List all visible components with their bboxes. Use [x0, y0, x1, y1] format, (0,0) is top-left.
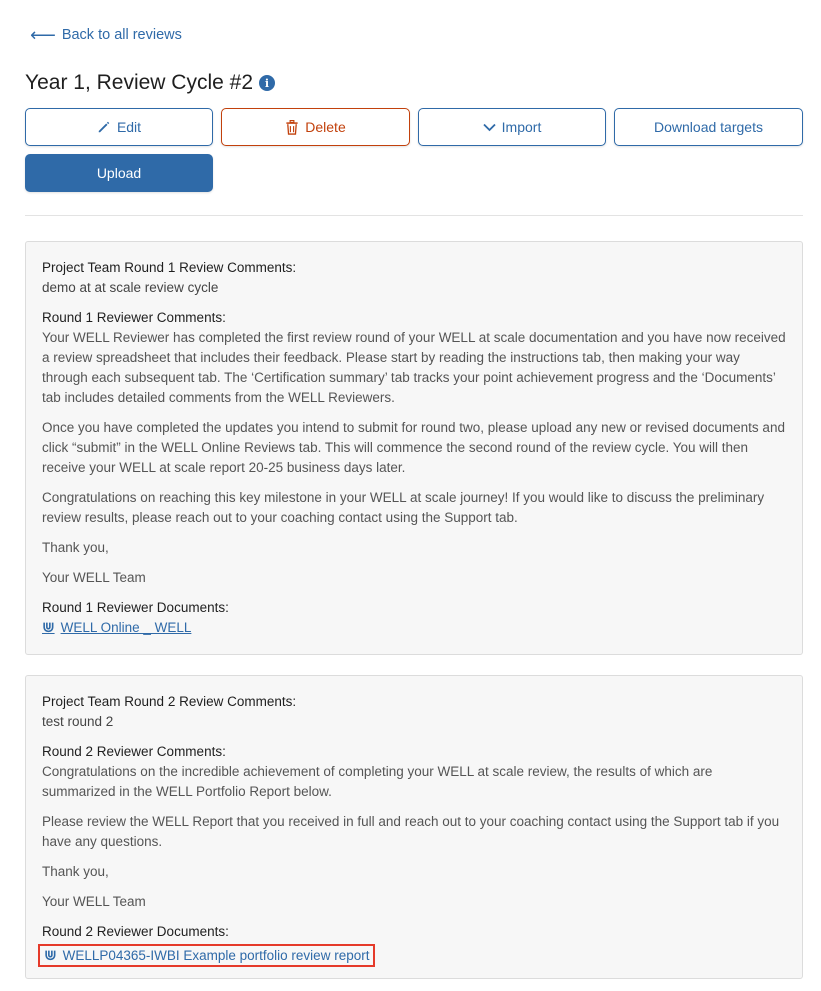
round-1-document-name: WELL Online _ WELL — [60, 620, 192, 635]
round-2-team-label: Project Team Round 2 Review Comments: — [42, 694, 297, 709]
round-1-document-link[interactable] — [42, 620, 191, 635]
round-1-paragraph: Once you have completed the updates you intend to submit for round two, please upload any new or revised documents and click “submit” in the WELL Online Reviews tab. This will commence the second round of the review cycle. You will then receive your WELL at scale report 20-25 business days later. — [42, 420, 785, 475]
arrow-left-icon: ⟵ — [30, 25, 56, 45]
download-targets-button[interactable] — [614, 108, 803, 146]
paperclip-icon: ⋓ — [42, 619, 55, 636]
chevron-down-icon — [483, 123, 496, 132]
import-button[interactable] — [418, 108, 606, 146]
edit-button-label: Edit — [116, 119, 142, 135]
round-2-reviewer-label: Round 2 Reviewer Comments: — [42, 744, 226, 759]
upload-button-label: Upload — [96, 165, 142, 181]
divider — [25, 215, 803, 216]
round-2-document-link[interactable] — [38, 944, 375, 967]
round-2-paragraph: Congratulations on the incredible achievement of completing your WELL at scale review, the results of which are summarized in the WELL Portfolio Report below. — [42, 764, 713, 799]
round-1-paragraph: Your WELL Team — [42, 570, 146, 585]
upload-button[interactable] — [25, 154, 213, 192]
edit-button[interactable] — [25, 108, 213, 146]
page-title — [25, 68, 275, 98]
round-2-card — [25, 675, 803, 979]
trash-icon — [285, 120, 299, 135]
download-button-label: Download targets — [654, 119, 763, 135]
round-1-paragraph: Your WELL Reviewer has completed the first review round of your WELL at scale documentation and you have now received a review spreadsheet that includes their feedback. Please start by reading the instructions tab, then making your way through each subsequent tab. The ‘Certification summary’ tab tracks your point achievement progress and the ‘Documents’ tab includes detailed comments from the WELL Reviewers. — [42, 330, 786, 405]
info-icon[interactable]: i — [259, 75, 275, 91]
back-to-reviews-link[interactable] — [30, 24, 182, 46]
delete-button-label: Delete — [305, 119, 346, 135]
round-1-paragraph: Thank you, — [42, 540, 109, 555]
paperclip-icon: ⋓ — [44, 947, 57, 964]
pencil-icon — [97, 120, 111, 134]
round-2-document-name: WELLP04365-IWBI Example portfolio review report — [62, 948, 370, 963]
round-1-docs-label: Round 1 Reviewer Documents: — [42, 600, 229, 615]
round-2-paragraph: Your WELL Team — [42, 894, 146, 909]
round-1-team-label: Project Team Round 1 Review Comments: — [42, 260, 297, 275]
round-1-team-comment: demo at at scale review cycle — [42, 280, 219, 295]
round-1-paragraph: Congratulations on reaching this key milestone in your WELL at scale journey! If you would like to discuss the preliminary review results, please reach out to your coaching contact using the Support tab. — [42, 490, 765, 525]
round-2-paragraph: Please review the WELL Report that you received in full and reach out to your coaching contact using the Support tab if you have any questions. — [42, 814, 780, 849]
delete-button[interactable] — [221, 108, 410, 146]
round-1-reviewer-label: Round 1 Reviewer Comments: — [42, 310, 226, 325]
round-2-docs-label: Round 2 Reviewer Documents: — [42, 924, 229, 939]
round-2-team-comment: test round 2 — [42, 714, 114, 729]
round-1-card — [25, 241, 803, 655]
back-link-label: Back to all reviews — [61, 27, 182, 43]
round-2-paragraph: Thank you, — [42, 864, 109, 879]
page-title-text: Year 1, Review Cycle #2 — [25, 71, 254, 94]
import-button-label: Import — [501, 119, 542, 135]
